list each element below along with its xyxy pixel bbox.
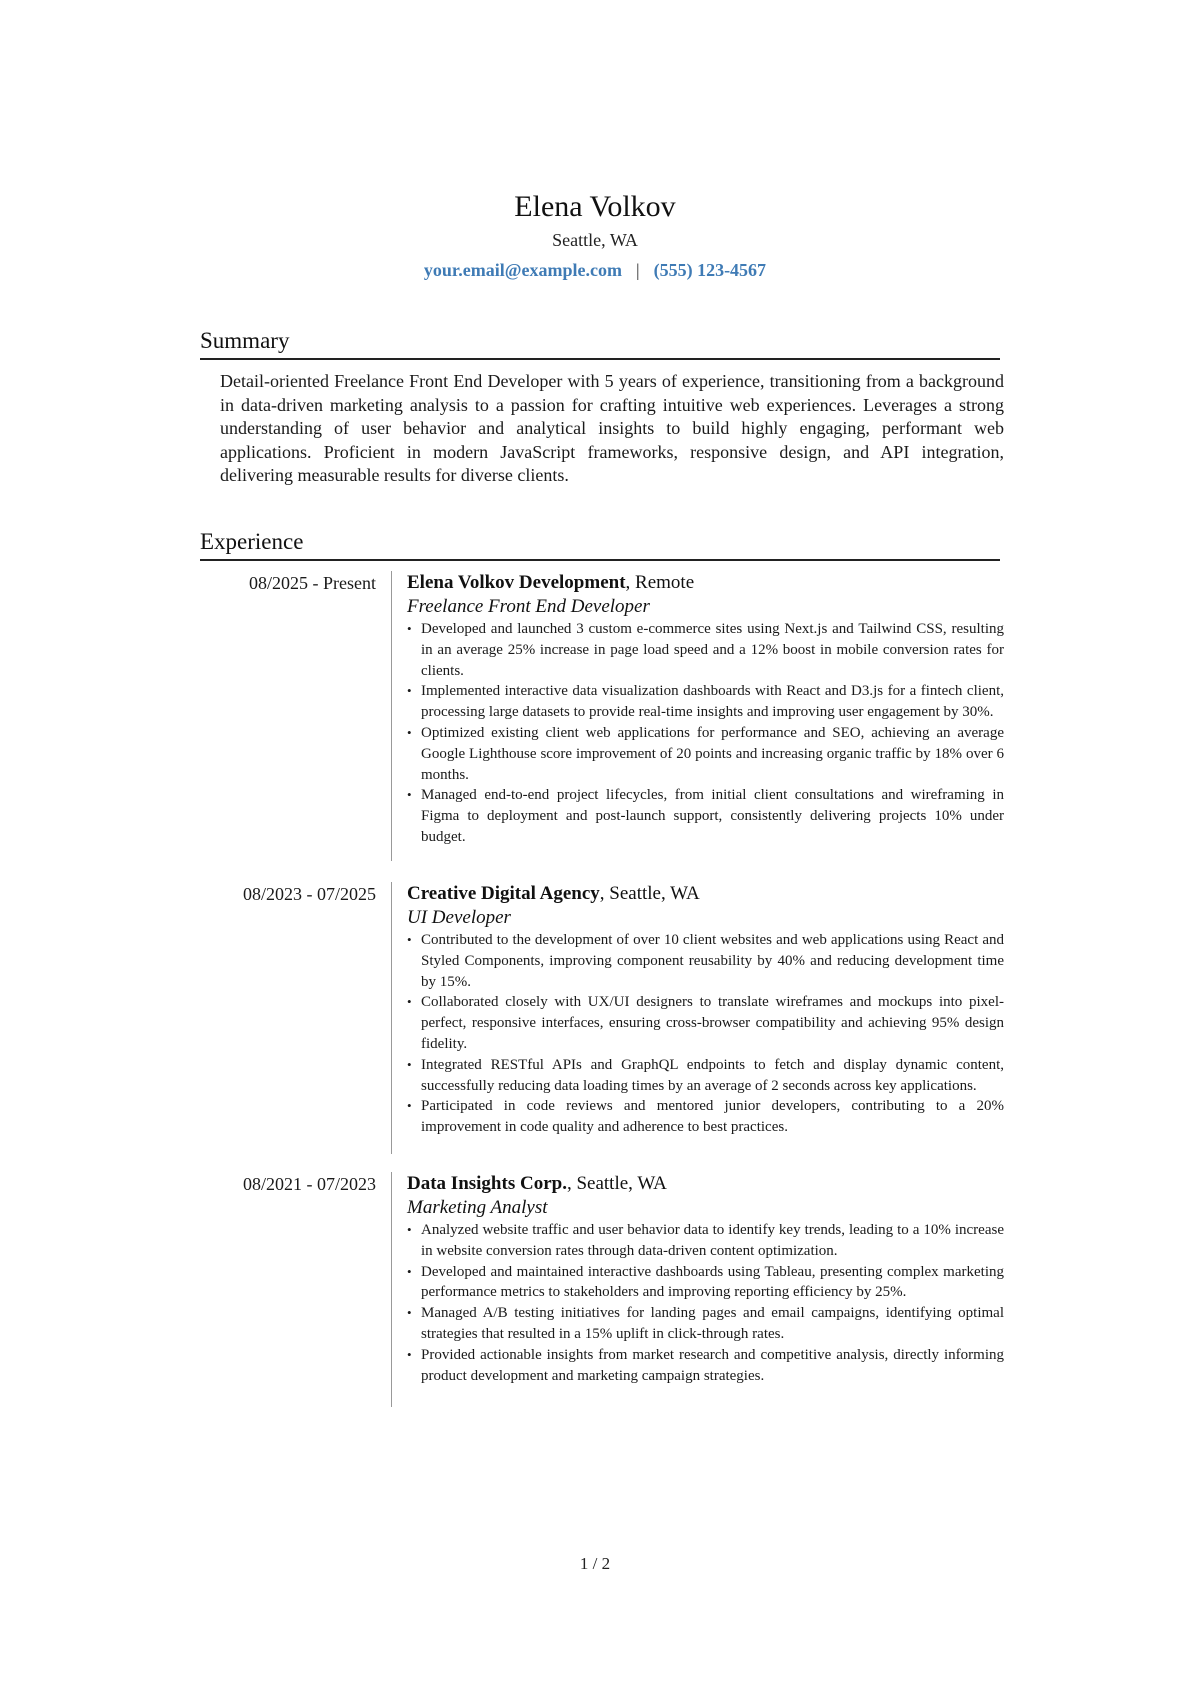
phone-link[interactable]: (555) 123-4567 xyxy=(653,260,767,280)
job-bullets xyxy=(407,1220,1004,1386)
timeline-rule xyxy=(391,571,392,861)
job-role: Freelance Front End Developer xyxy=(407,596,650,617)
job-bullet: • Provided actionable insights from market research and competitive analysis, directly informing product development and marketing campaign strategies. xyxy=(407,1345,1004,1387)
job-bullet: • Implemented interactive data visualization dashboards with React and D3.js for a fintech client, processing large datasets to provide real-time insights and improving user engagement by 30%. xyxy=(407,681,1004,723)
summary-heading: Summary xyxy=(200,326,1000,360)
job-bullets xyxy=(407,619,1004,848)
job-bullet: • Integrated RESTful APIs and GraphQL endpoints to fetch and display dynamic content, successfully reducing data loading times by an average of 2 seconds across key applications. xyxy=(407,1055,1004,1097)
page-number: 1 / 2 xyxy=(579,1554,611,1573)
company-name: Elena Volkov Development xyxy=(407,572,626,593)
job-role: Marketing Analyst xyxy=(407,1197,548,1218)
company-name: Creative Digital Agency xyxy=(407,883,600,904)
timeline-rule xyxy=(391,882,392,1154)
email-link[interactable]: your.email@example.com xyxy=(423,260,622,280)
job-body xyxy=(407,1172,1004,1386)
timeline-rule xyxy=(391,1172,392,1407)
company-line xyxy=(407,571,1004,595)
job-bullet: • Optimized existing client web applications for performance and SEO, achieving an average Google Lighthouse score improvement of 20 points and increasing organic traffic by 18% over 6 months. xyxy=(407,723,1004,785)
job-dates: 08/2021 - 07/2023 xyxy=(243,1174,376,1194)
job-bullet: • Contributed to the development of over 10 client websites and web applications using React and Styled Components, improving component reusability by 40% and reducing development time by 15%. xyxy=(407,930,1004,992)
job-dates: 08/2023 - 07/2025 xyxy=(243,884,376,904)
job-bullet: • Developed and launched 3 custom e-commerce sites using Next.js and Tailwind CSS, resulting in an average 25% increase in page load speed and a 12% boost in mobile conversion rates for clients. xyxy=(407,619,1004,681)
job-body xyxy=(407,882,1004,1138)
candidate-name: Elena Volkov xyxy=(514,190,676,223)
company-line xyxy=(407,882,1004,906)
job-role: UI Developer xyxy=(407,907,511,928)
job-entry xyxy=(200,882,1004,1154)
candidate-location: Seattle, WA xyxy=(552,230,638,250)
company-location: , Seattle, WA xyxy=(566,1173,667,1194)
job-bullet: • Developed and maintained interactive dashboards using Tableau, presenting complex marketing performance metrics to stakeholders and improving reporting efficiency by 25%. xyxy=(407,1262,1004,1304)
contact-line xyxy=(0,258,1190,282)
job-entry xyxy=(200,1172,1004,1407)
summary-paragraph: Detail-oriented Freelance Front End Developer with 5 years of experience, transitioning from a background in data-driven marketing analysis to a passion for crafting intuitive web experiences. Leverages a strong understanding of user behavior and analytical insights to build highly engaging, performant web applications. Proficient in modern JavaScript frameworks, responsive design, and API integration, delivering measurable results for diverse clients. xyxy=(220,371,1004,485)
contact-separator: | xyxy=(635,260,640,280)
company-name: Data Insights Corp. xyxy=(407,1173,567,1194)
company-line xyxy=(407,1172,1004,1196)
resume-header xyxy=(0,188,1190,282)
job-bullet: • Analyzed website traffic and user behavior data to identify key trends, leading to a 10% increase in website conversion rates through data-driven content optimization. xyxy=(407,1220,1004,1262)
job-body xyxy=(407,571,1004,848)
job-dates: 08/2025 - Present xyxy=(249,573,376,593)
experience-heading: Experience xyxy=(200,527,1000,561)
job-bullet: • Participated in code reviews and mentored junior developers, contributing to a 20% improvement in code quality and adherence to best practices. xyxy=(407,1096,1004,1138)
job-bullet: • Managed end-to-end project lifecycles, from initial client consultations and wireframing in Figma to deployment and post-launch support, consistently delivering projects 10% under budget. xyxy=(407,785,1004,847)
job-entry xyxy=(200,571,1004,861)
company-location: , Remote xyxy=(625,572,695,593)
company-location: , Seattle, WA xyxy=(599,883,700,904)
job-bullet: • Managed A/B testing initiatives for landing pages and email campaigns, identifying optimal strategies that resulted in a 15% uplift in click-through rates. xyxy=(407,1303,1004,1345)
job-bullets xyxy=(407,930,1004,1138)
job-bullet: • Collaborated closely with UX/UI designers to translate wireframes and mockups into pixel-perfect, responsive interfaces, ensuring cross-browser compatibility and achieving 95% design fidelity. xyxy=(407,992,1004,1054)
